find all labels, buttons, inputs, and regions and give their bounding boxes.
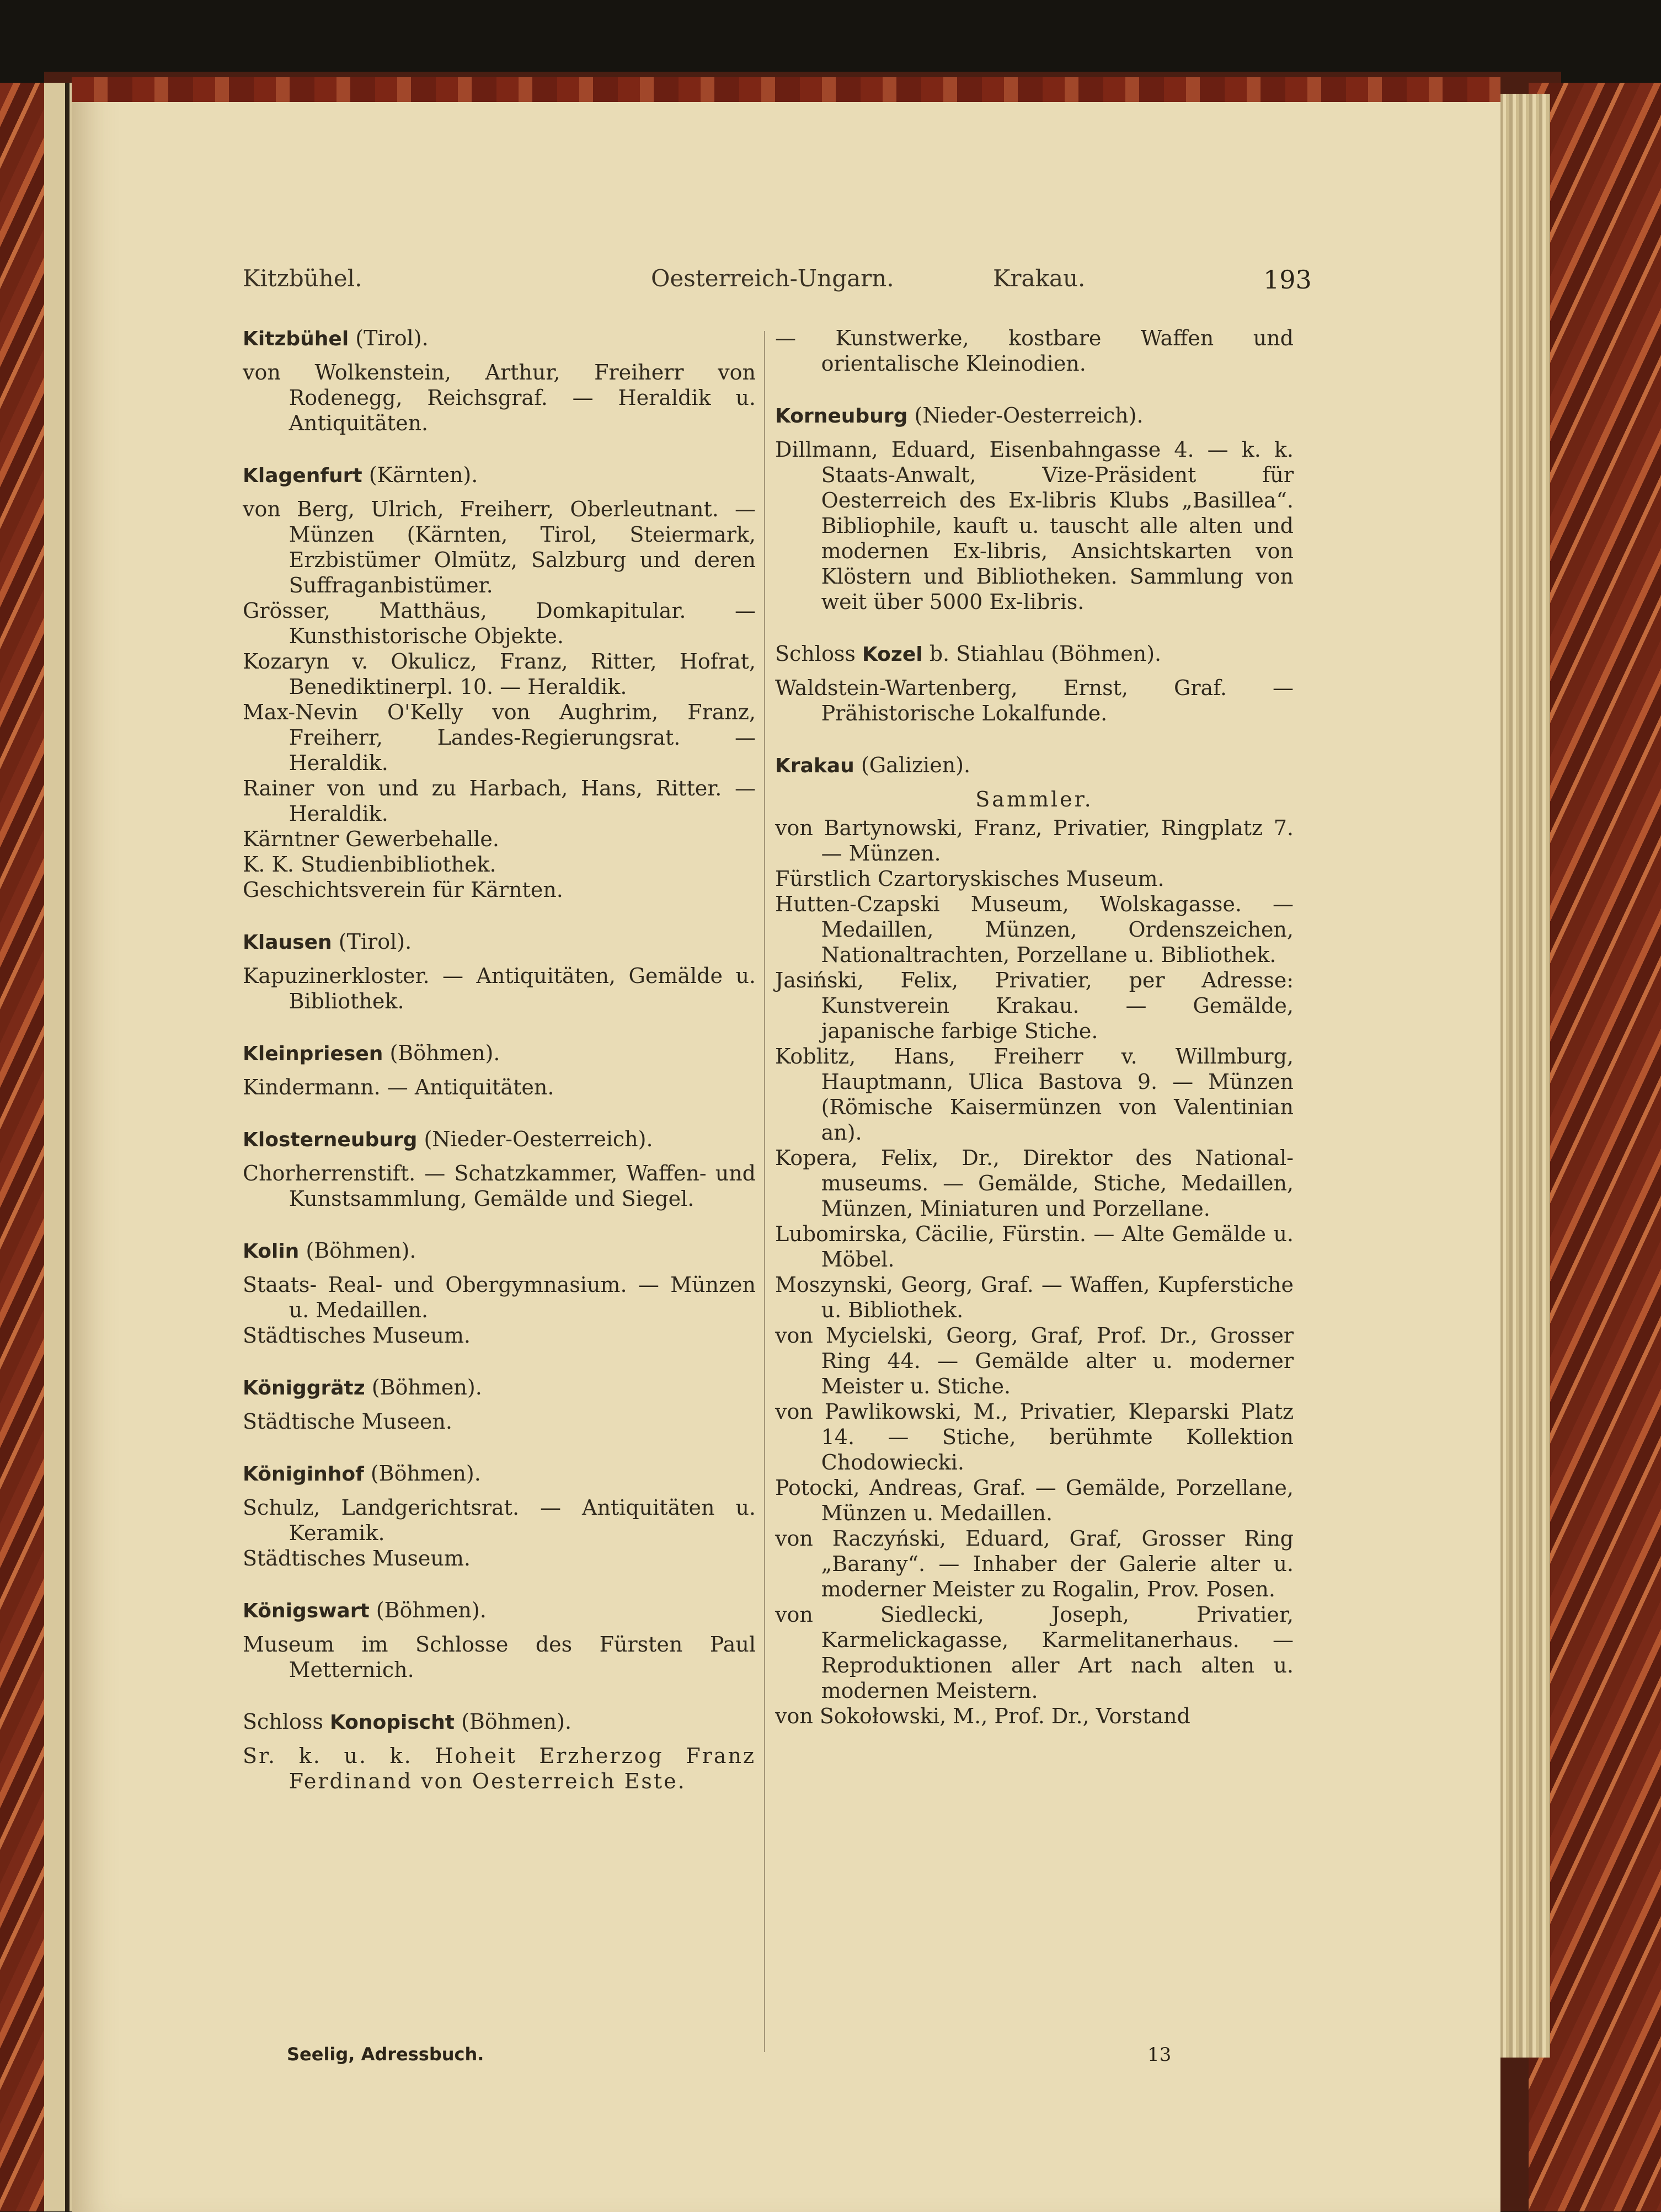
directory-entry: Schulz, Landgerichtsrat. — Antiquitäten u. Keramik. — [243, 1495, 756, 1545]
directory-entry: Moszynski, Georg, Graf. — Waffen, Kupferstiche u. Bibliothek. — [775, 1273, 1294, 1322]
place-region: (Böhmen). — [369, 1598, 487, 1622]
column-divider — [764, 331, 765, 2052]
place-name: Kitzbühel — [243, 328, 349, 350]
spacer — [243, 1348, 756, 1375]
running-header — [243, 265, 1313, 298]
place-name: Kolin — [243, 1240, 300, 1263]
directory-entry: Geschichtsverein für Kärnten. — [243, 878, 563, 902]
directory-entry: Koblitz, Hans, Freiherr v. Willmburg, Hauptmann, Ulica Bastova 9. — Münzen (Römische Kaisermünzen von Valentinian an). — [775, 1044, 1294, 1145]
spacer — [775, 615, 1294, 641]
place-heading — [243, 1040, 756, 1067]
directory-entry: von Pawlikowski, M., Privatier, Kleparski Platz 14. — Stiche, berühmte Kollektion Chodowiecki. — [775, 1399, 1294, 1474]
spacer — [243, 902, 756, 929]
directory-entry: Staats- Real- und Obergymnasium. — Münzen u. Medaillen. — [243, 1273, 756, 1322]
directory-entry: Kapuzinerkloster. — Antiquitäten, Gemälde u. Bibliothek. — [243, 964, 756, 1013]
spacer — [243, 436, 756, 462]
section-subheading: Sammler. — [975, 787, 1093, 811]
directory-entry: von Berg, Ulrich, Freiherr, Oberleutnant. — Münzen (Kärnten, Tirol, Steiermark, Erzbistümer Olmütz, Salzburg und deren Suffraganbistümer. — [243, 497, 756, 597]
directory-entry: Dillmann, Eduard, Eisenbahngasse 4. — k. k. Staats-Anwalt, Vize-Präsident für Oesterreich des Ex-libris Klubs „Basillea“. Bibliophile, kauft u. tauscht alle alten und modernen Ex-libris, Ansichtskarten von Klöstern und Bibliotheken. Sammlung von weit über 5000 Ex-libris. — [775, 437, 1294, 614]
spacer — [243, 1211, 756, 1238]
directory-entry: Kopera, Felix, Dr., Direktor des National-museums. — Gemälde, Stiche, Medaillen, Münzen, Miniaturen und Porzellane. — [775, 1146, 1294, 1221]
place-heading — [243, 1126, 756, 1153]
left-column — [243, 325, 756, 1794]
place-heading — [243, 1375, 756, 1401]
place-heading — [775, 403, 1294, 429]
directory-entry: Max-Nevin O'Kelly von Aughrim, Franz, Freiherr, Landes-Regierungsrat. — Heraldik. — [243, 700, 756, 775]
place-name: Krakau — [775, 755, 854, 777]
place-region: (Böhmen). — [364, 1461, 481, 1486]
directory-entry: von Bartynowski, Franz, Privatier, Ringplatz 7. — Münzen. — [775, 816, 1294, 865]
place-heading — [243, 1461, 756, 1487]
place-name: Königgrätz — [243, 1377, 365, 1399]
place-name: Königswart — [243, 1600, 370, 1622]
directory-entry: Chorherrenstift. — Schatzkammer, Waffen- und Kunstsammlung, Gemälde und Siegel. — [243, 1161, 756, 1211]
header-left: Kitzbühel. — [243, 265, 362, 292]
directory-entry: Potocki, Andreas, Graf. — Gemälde, Porzellane, Münzen u. Medaillen. — [775, 1476, 1294, 1525]
place-name: Klausen — [243, 931, 332, 954]
directory-entry: Hutten-Czapski Museum, Wolskagasse. — Medaillen, Münzen, Ordenszeichen, Nationaltrachten, Porzellane u. Bibliothek. — [775, 892, 1294, 967]
spacer — [243, 1100, 756, 1126]
directory-entry: Städtisches Museum. — [243, 1323, 471, 1348]
top-marbled-strip — [72, 77, 1500, 102]
place-name: Klosterneuburg — [243, 1129, 418, 1151]
directory-entry: Kindermann. — Antiquitäten. — [243, 1075, 554, 1099]
directory-entry: von Wolkenstein, Arthur, Freiherr von Rodenegg, Reichsgraf. — Heraldik u. Antiquitäten. — [243, 360, 756, 435]
place-region: (Böhmen). — [299, 1238, 416, 1263]
directory-entry: Städtisches Museum. — [243, 1546, 471, 1570]
spacer — [775, 376, 1294, 403]
spacer — [243, 1571, 756, 1597]
directory-entry: Kozaryn v. Okulicz, Franz, Ritter, Hofrat, Benediktinerpl. 10. — Heraldik. — [243, 649, 756, 699]
directory-entry: Jasiński, Felix, Privatier, per Adresse: Kunstverein Krakau. — Gemälde, japanische farbige Stiche. — [775, 968, 1294, 1043]
right-column — [775, 325, 1294, 1729]
place-name: Korneuburg — [775, 405, 908, 428]
directory-entry: von Siedlecki, Joseph, Privatier, Karmelickagasse, Karmelitanerhaus. — Reproduktionen aller Art nach alten u. modernen Meistern. — [775, 1602, 1294, 1703]
spacer — [243, 1434, 756, 1461]
directory-entry: — Kunstwerke, kostbare Waffen und orientalische Kleinodien. — [775, 326, 1294, 376]
directory-entry: Sr. k. u. k. Hoheit Erzherzog Franz Ferdinand von Oesterreich Este. — [243, 1744, 756, 1793]
place-region: (Böhmen). — [454, 1709, 572, 1734]
place-region: (Böhmen). — [383, 1041, 500, 1065]
place-region: b. Stiahlau (Böhmen). — [922, 642, 1162, 666]
place-region: (Böhmen). — [365, 1375, 482, 1399]
place-heading — [775, 752, 1294, 779]
place-region: (Nieder-Oesterreich). — [417, 1127, 653, 1151]
place-region: (Tirol). — [349, 326, 429, 350]
directory-entry: Rainer von und zu Harbach, Hans, Ritter. — Heraldik. — [243, 776, 756, 826]
directory-entry: Waldstein-Wartenberg, Ernst, Graf. — Prähistorische Lokalfunde. — [775, 676, 1294, 725]
heading-prefix: Schloss — [243, 1709, 330, 1734]
spacer — [243, 1682, 756, 1709]
place-heading — [243, 462, 756, 489]
place-region: (Kärnten). — [362, 463, 478, 487]
place-name: Klagenfurt — [243, 464, 362, 487]
directory-entry: Kärntner Gewerbehalle. — [243, 827, 499, 851]
header-right: Krakau. — [993, 265, 1086, 292]
place-heading — [243, 1597, 756, 1624]
place-region: (Galizien). — [854, 753, 971, 777]
place-heading — [243, 325, 756, 352]
directory-entry: von Raczyński, Eduard, Graf, Grosser Ring „Barany“. — Inhaber der Galerie alter u. moderner Meister zu Rogalin, Prov. Posen. — [775, 1526, 1294, 1601]
book-gutter — [65, 83, 70, 2211]
place-name: Kozel — [862, 643, 923, 666]
place-heading — [243, 1238, 756, 1264]
place-name: Kleinpriesen — [243, 1043, 383, 1065]
header-center: Oesterreich-Ungarn. — [651, 265, 894, 292]
page-number: 193 — [1263, 265, 1312, 295]
place-name: Königinhof — [243, 1463, 364, 1486]
directory-entry: von Mycielski, Georg, Graf, Prof. Dr., Grosser Ring 44. — Gemälde alter u. moderner Meister u. Stiche. — [775, 1323, 1294, 1398]
place-heading — [243, 929, 756, 955]
heading-prefix: Schloss — [775, 642, 862, 666]
footer-sheet-number: 13 — [1147, 2044, 1172, 2066]
place-heading — [243, 1709, 756, 1735]
spacer — [243, 1014, 756, 1040]
place-region: (Tirol). — [332, 929, 412, 954]
directory-entry: Museum im Schlosse des Fürsten Paul Metternich. — [243, 1632, 756, 1682]
place-heading — [775, 641, 1294, 667]
place-name: Konopischt — [329, 1711, 455, 1734]
directory-entry: von Sokołowski, M., Prof. Dr., Vorstand — [775, 1704, 1190, 1728]
directory-entry: Städtische Museen. — [243, 1409, 452, 1434]
directory-entry: K. K. Studienbibliothek. — [243, 852, 496, 877]
spacer — [775, 726, 1294, 752]
directory-entry: Grösser, Matthäus, Domkapitular. — Kunsthistorische Objekte. — [243, 599, 756, 648]
directory-entry: Fürstlich Czartoryskisches Museum. — [775, 867, 1165, 891]
footer-signature: Seelig, Adressbuch. — [287, 2044, 484, 2065]
place-region: (Nieder-Oesterreich). — [907, 403, 1144, 428]
directory-entry: Lubomirska, Cäcilie, Fürstin. — Alte Gemälde u. Möbel. — [775, 1222, 1294, 1271]
